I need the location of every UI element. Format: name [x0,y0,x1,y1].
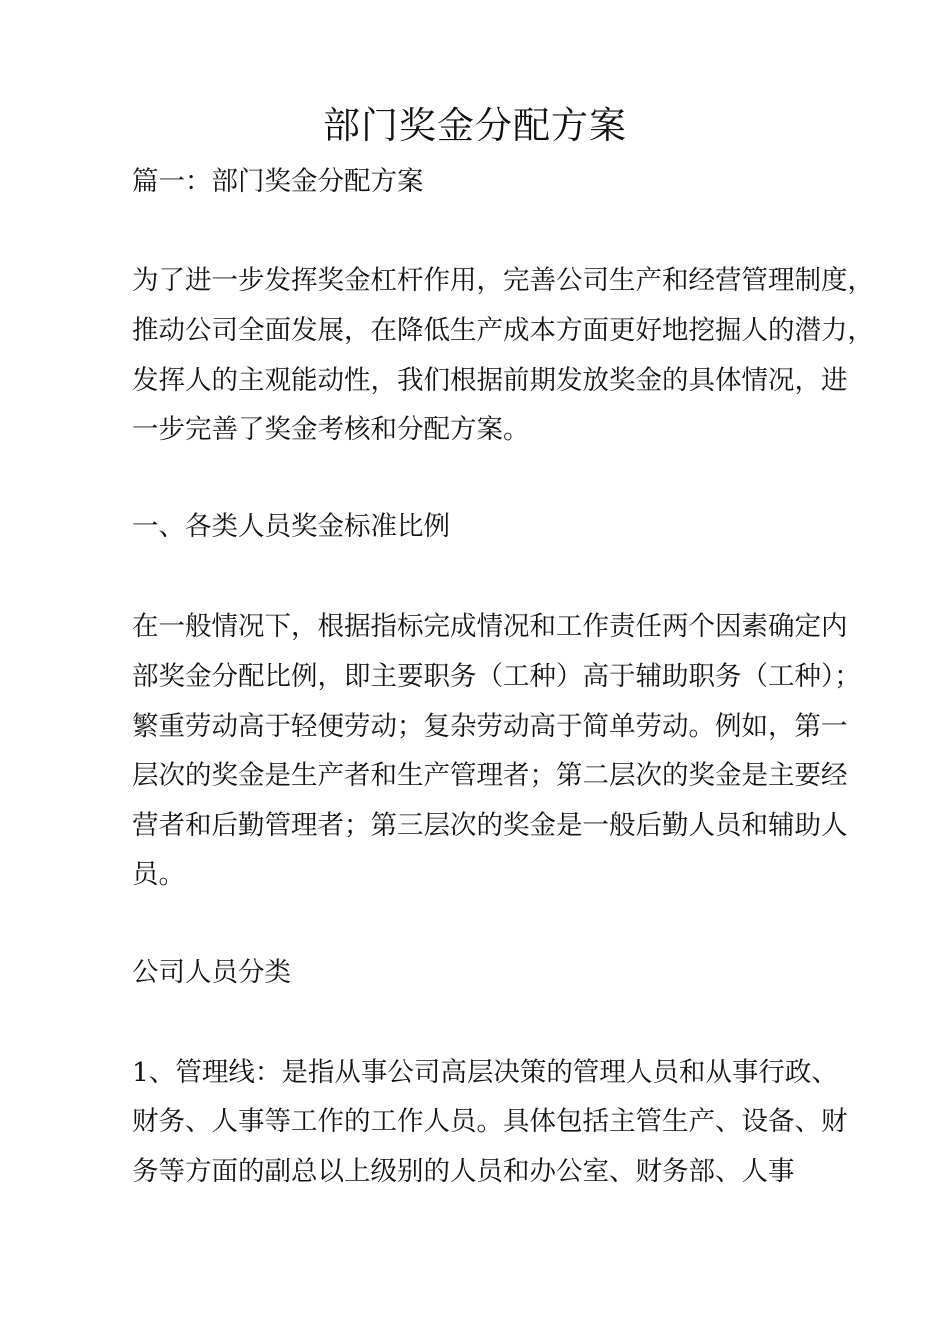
section1-line-1: 在一般情况下，根据指标完成情况和工作责任两个因素确定内 [132,611,848,642]
intro-line-2: 推动公司全面发展，在降低生产成本方面更好地挖掘人的潜力， [132,315,874,346]
section1-heading: 一、各类人员奖金标准比例 [132,511,450,542]
management-line-2: 财务、人事等工作的工作人员。具体包括主管生产、设备、财 [132,1106,848,1137]
document-title: 部门奖金分配方案 [323,104,627,147]
classification-heading: 公司人员分类 [132,957,291,988]
intro-line-4: 一步完善了奖金考核和分配方案。 [132,414,530,445]
section1-line-2: 部奖金分配比例，即主要职务（工种）高于辅助职务（工种）； [132,661,861,692]
intro-line-1: 为了进一步发挥奖金杠杆作用，完善公司生产和经营管理制度， [132,265,874,296]
section1-line-3: 繁重劳动高于轻便劳动；复杂劳动高于简单劳动。例如，第一 [132,711,848,742]
document-subtitle: 篇一：部门奖金分配方案 [132,166,424,197]
management-line-1: 1、管理线：是指从事公司高层决策的管理人员和从事行政、 [132,1057,838,1088]
section1-line-6: 员。 [132,859,185,890]
section1-line-4: 层次的奖金是生产者和生产管理者；第二层次的奖金是主要经 [132,760,848,791]
section1-line-5: 营者和后勤管理者；第三层次的奖金是一般后勤人员和辅助人 [132,810,848,841]
intro-line-3: 发挥人的主观能动性，我们根据前期发放奖金的具体情况，进 [132,365,848,396]
management-line-3: 务等方面的副总以上级别的人员和办公室、财务部、人事 [132,1156,795,1187]
